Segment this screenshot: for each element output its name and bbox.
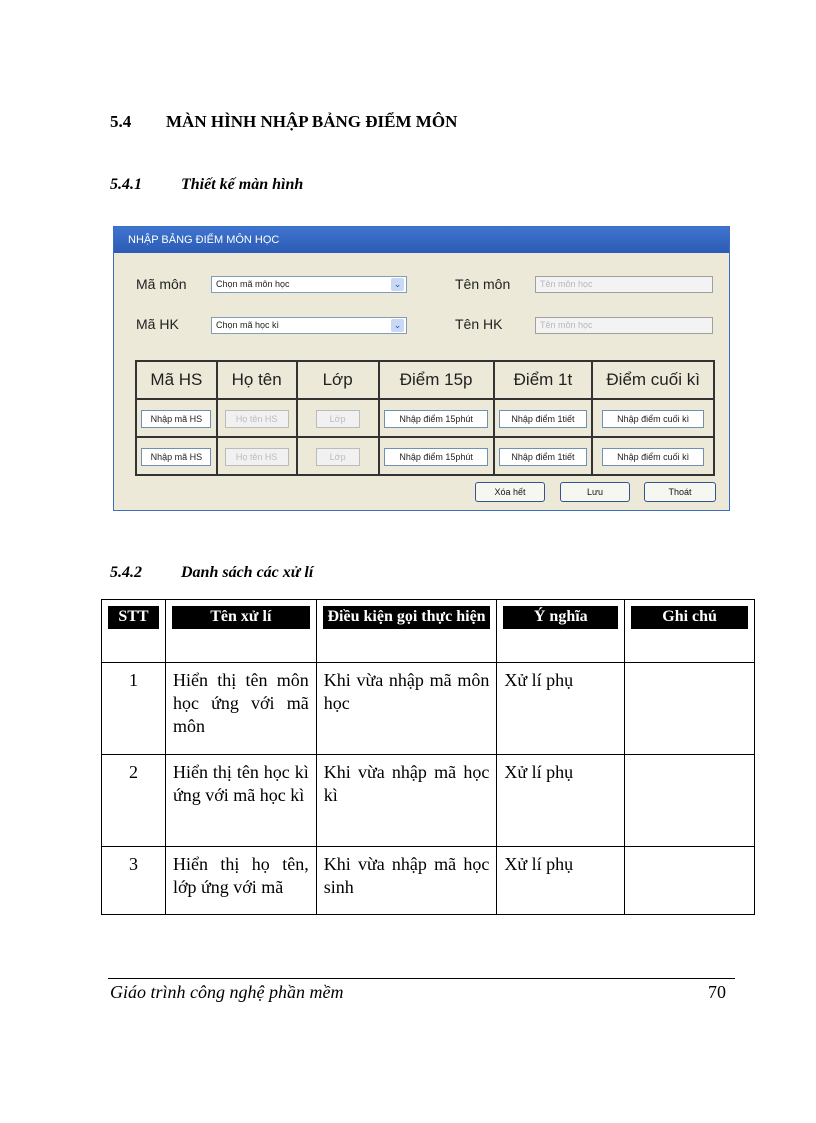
header-ghi-chu: Ghi chú — [631, 606, 748, 629]
row-name: Hiển thị họ tên, lớp ứng với mã — [165, 847, 316, 915]
ma-hs-input[interactable]: Nhập mã HS — [141, 448, 211, 466]
ten-hk-field[interactable] — [535, 317, 713, 334]
diem-1t-input[interactable]: Nhập điểm 1tiết — [499, 410, 587, 428]
chevron-down-icon[interactable]: ⌄ — [391, 319, 404, 332]
row-name: Hiển thị tên môn học ứng với mã môn — [165, 663, 316, 755]
ma-hk-label: Mã HK — [136, 316, 179, 332]
row-meaning: Xử lí phụ — [497, 755, 625, 847]
header-ten-xu-li: Tên xử lí — [172, 606, 310, 629]
chevron-down-icon[interactable]: ⌄ — [391, 278, 404, 291]
row-meaning: Xử lí phụ — [497, 847, 625, 915]
section-number: 5.4 — [110, 112, 132, 131]
col-ho-ten: Họ tên — [217, 361, 297, 399]
table-row — [102, 847, 755, 915]
ten-hk-placeholder: Tên môn học — [540, 320, 593, 330]
ma-hk-select[interactable] — [211, 317, 407, 334]
subsection-title: Thiết kế màn hình — [181, 176, 304, 193]
footer-text: Giáo trình công nghệ phần mềm — [110, 982, 344, 1002]
ma-hk-select-value: Chọn mã học kì — [216, 320, 280, 330]
diem-cuoi-ki-input[interactable]: Nhập điểm cuối kì — [602, 448, 704, 466]
ten-mon-placeholder: Tên môn học — [540, 279, 593, 289]
diem-15p-input[interactable]: Nhập điểm 15phút — [384, 448, 488, 466]
subsection-number: 5.4.1 — [110, 176, 142, 193]
footer-rule — [108, 978, 735, 979]
window-title: NHẬP BẢNG ĐIỂM MÔN HỌC — [128, 234, 280, 246]
window-titlebar — [114, 227, 729, 253]
table-row — [102, 663, 755, 755]
ho-ten-field: Họ tên HS — [225, 448, 289, 466]
row-note — [625, 663, 755, 755]
grid-row — [136, 399, 714, 437]
score-entry-window — [113, 226, 730, 511]
ma-mon-label: Mã môn — [136, 276, 187, 292]
diem-1t-input[interactable]: Nhập điểm 1tiết — [499, 448, 587, 466]
header-dieu-kien: Điều kiện gọi thực hiện — [323, 606, 491, 629]
clear-all-button[interactable]: Xóa hết — [475, 482, 545, 502]
table-row — [102, 755, 755, 847]
row-condition: Khi vừa nhập mã học kì — [316, 755, 497, 847]
col-diem-1t: Điểm 1t — [494, 361, 593, 399]
diem-15p-input[interactable]: Nhập điểm 15phút — [384, 410, 488, 428]
score-grid — [135, 360, 715, 476]
row-meaning: Xử lí phụ — [497, 663, 625, 755]
row-note — [625, 847, 755, 915]
subsection2-number: 5.4.2 — [110, 564, 142, 581]
ten-mon-label: Tên môn — [455, 276, 511, 292]
ho-ten-field: Họ tên HS — [225, 410, 289, 428]
col-diem-15p: Điểm 15p — [379, 361, 494, 399]
grid-header-row — [136, 361, 714, 399]
col-diem-cuoi-ki: Điểm cuối kì — [592, 361, 714, 399]
header-y-nghia: Ý nghĩa — [503, 606, 618, 629]
ten-hk-label: Tên HK — [455, 316, 503, 332]
row-stt: 3 — [102, 847, 166, 915]
row-stt: 1 — [102, 663, 166, 755]
row-name: Hiển thị tên học kì ứng với mã học kì — [165, 755, 316, 847]
grid-row — [136, 437, 714, 475]
row-stt: 2 — [102, 755, 166, 847]
lop-field: Lớp — [316, 448, 360, 466]
row-note — [625, 755, 755, 847]
row-condition: Khi vừa nhập mã môn học — [316, 663, 497, 755]
table-header-row — [102, 600, 755, 663]
ma-mon-select[interactable] — [211, 276, 407, 293]
diem-cuoi-ki-input[interactable]: Nhập điểm cuối kì — [602, 410, 704, 428]
row-condition: Khi vừa nhập mã học sinh — [316, 847, 497, 915]
ma-hs-input[interactable]: Nhập mã HS — [141, 410, 211, 428]
header-stt: STT — [108, 606, 159, 629]
page-number: 70 — [708, 982, 726, 1002]
processing-table — [101, 599, 755, 915]
col-ma-hs: Mã HS — [136, 361, 217, 399]
section-title: MÀN HÌNH NHẬP BẢNG ĐIỂM MÔN — [166, 112, 458, 131]
subsection2-title: Danh sách các xử lí — [181, 564, 314, 581]
ten-mon-field[interactable] — [535, 276, 713, 293]
lop-field: Lớp — [316, 410, 360, 428]
exit-button[interactable]: Thoát — [644, 482, 716, 502]
ma-mon-select-value: Chọn mã môn học — [216, 279, 290, 289]
save-button[interactable]: Lưu — [560, 482, 630, 502]
col-lop: Lớp — [297, 361, 379, 399]
